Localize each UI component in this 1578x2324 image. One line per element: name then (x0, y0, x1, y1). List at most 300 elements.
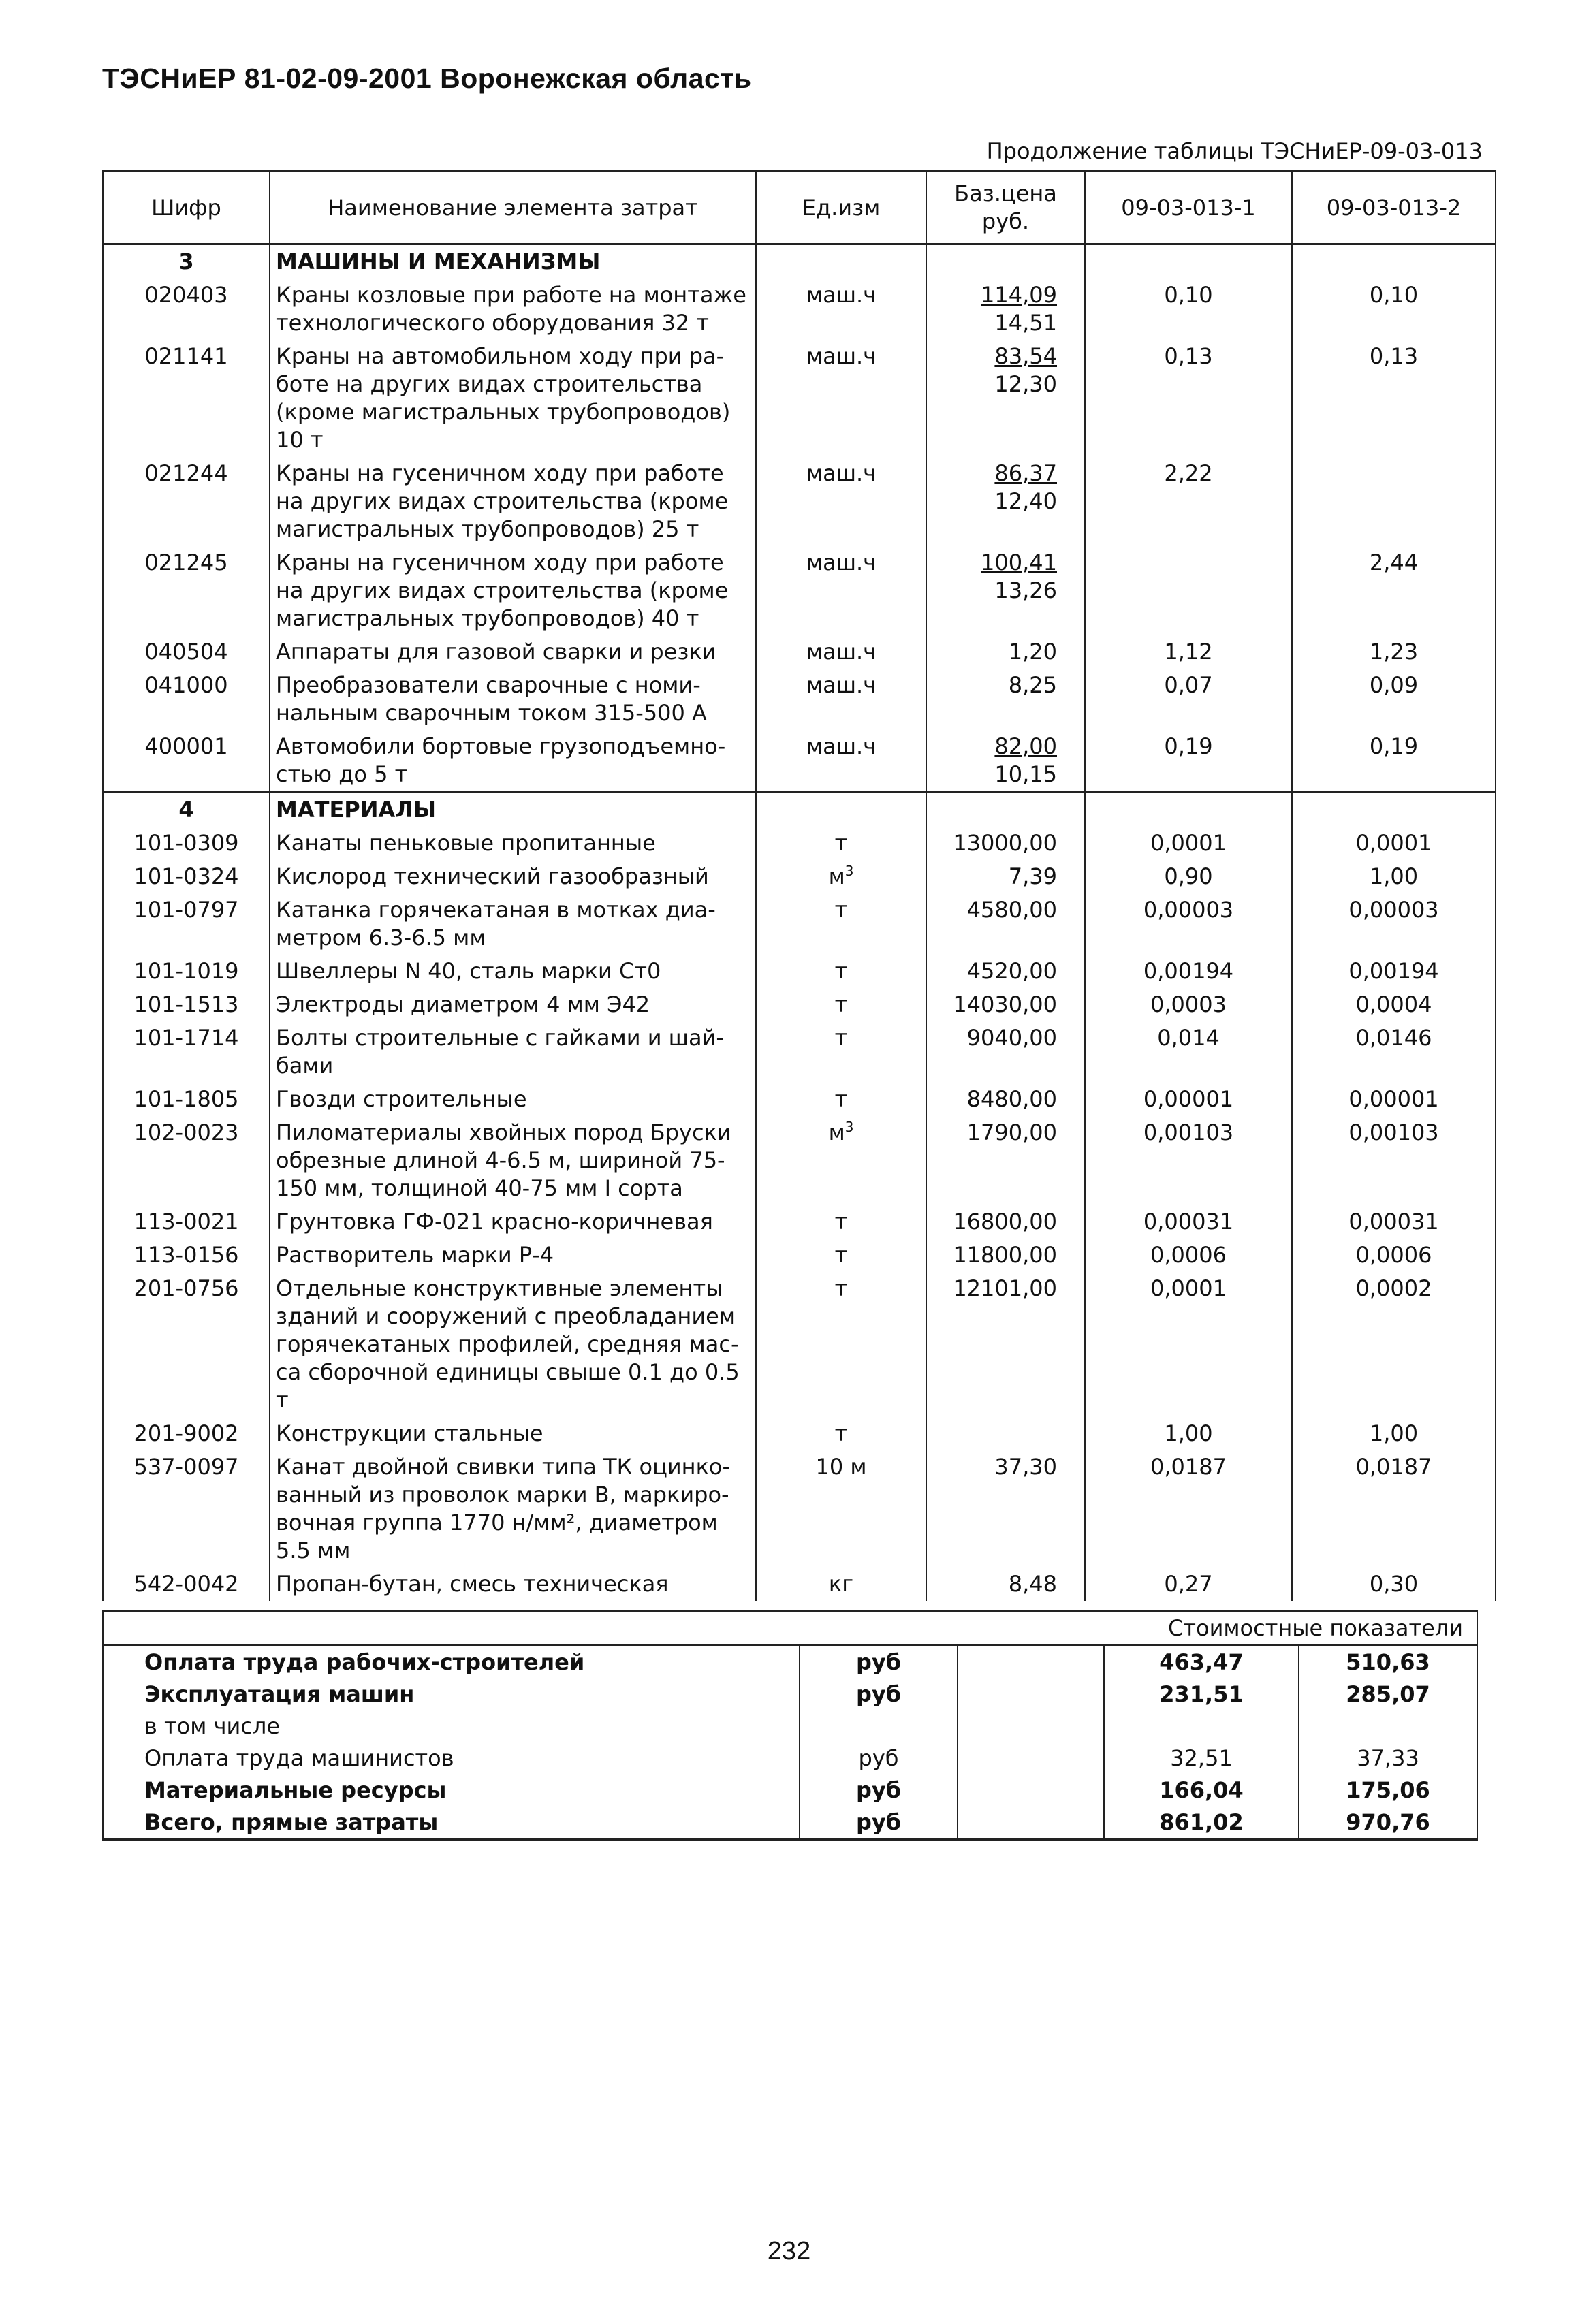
variant-2-value: 0,19 (1292, 730, 1496, 793)
cost-variant-1 (1104, 1710, 1299, 1742)
unit-cell (756, 1021, 926, 1083)
unit-cell (756, 730, 926, 793)
table-row (103, 1450, 1496, 1567)
resource-name-line: Электроды диаметром 4 мм Э42 (276, 991, 650, 1017)
unit-cell (756, 1205, 926, 1239)
unit-value: маш.ч (806, 550, 877, 575)
variant-2-value: 0,00194 (1292, 955, 1496, 988)
section-number: 3 (103, 244, 270, 279)
resource-name-line: на других видах строительства (кроме (276, 488, 729, 514)
unit-cell (756, 860, 926, 893)
cost-unit: руб (800, 1806, 958, 1840)
resource-code: 021245 (103, 546, 270, 635)
unit-value: маш.ч (806, 282, 877, 308)
resource-code: 020403 (103, 278, 270, 340)
cost-row (103, 1678, 1477, 1710)
resource-name-line: т (276, 1387, 289, 1413)
column-header-price-line2: руб. (981, 208, 1030, 234)
variant-1-value: 0,014 (1085, 1021, 1292, 1083)
base-price-cell (926, 340, 1085, 457)
resource-name-line: Гвозди строительные (276, 1086, 527, 1112)
unit-cell (756, 669, 926, 730)
base-price-cell (926, 860, 1085, 893)
base-price: 86,37 (994, 460, 1057, 486)
unit-cell (756, 457, 926, 546)
unit-value: т (834, 1209, 848, 1235)
resource-name-line: нальным сварочным током 315-500 А (276, 700, 707, 726)
base-price-cell (926, 635, 1085, 669)
resource-name (270, 1083, 756, 1116)
variant-2-value: 1,00 (1292, 860, 1496, 893)
section-row (103, 793, 1496, 827)
base-price: 8,48 (1008, 1571, 1057, 1597)
unit-cell (756, 1450, 926, 1567)
unit-value: т (834, 1025, 848, 1051)
column-header-variant-1: 09-03-013-1 (1085, 172, 1292, 244)
variant-2-value: 0,00001 (1292, 1083, 1496, 1116)
resource-code: 041000 (103, 669, 270, 730)
column-header-name: Наименование элемента затрат (270, 172, 756, 244)
resource-name-line: Отдельные конструктивные элементы (276, 1275, 723, 1301)
base-price-cell (926, 278, 1085, 340)
variant-1-value: 0,0187 (1085, 1450, 1292, 1567)
table-row (103, 340, 1496, 457)
base-price: 114,09 (981, 282, 1057, 308)
variant-2-value: 0,0187 (1292, 1450, 1496, 1567)
table-row (103, 1083, 1496, 1116)
document-title: ТЭСНиЕР 81-02-09-2001 Воронежская область (102, 63, 752, 94)
resource-name-line: Конструкции стальные (276, 1420, 543, 1446)
resource-name (270, 955, 756, 988)
base-price: 1790,00 (966, 1119, 1057, 1145)
base-price: 14030,00 (953, 991, 1057, 1017)
section-number: 4 (103, 793, 270, 827)
unit-value: т (834, 830, 848, 856)
table-row (103, 1272, 1496, 1417)
unit-cell (756, 893, 926, 955)
resource-name-line: са сборочной единицы свыше 0.1 до 0.5 (276, 1359, 740, 1385)
unit-cell (756, 1116, 926, 1205)
resource-code: 101-0797 (103, 893, 270, 955)
variant-1-value: 0,90 (1085, 860, 1292, 893)
variant-1-value: 0,27 (1085, 1567, 1292, 1601)
variant-1-value: 0,0001 (1085, 1272, 1292, 1417)
base-price-cell (926, 546, 1085, 635)
variant-2-value: 0,00003 (1292, 893, 1496, 955)
resource-code: 040504 (103, 635, 270, 669)
table-row (103, 827, 1496, 860)
resource-code: 113-0156 (103, 1239, 270, 1272)
variant-2-value: 0,0146 (1292, 1021, 1496, 1083)
resource-name-line: стью до 5 т (276, 761, 408, 787)
resource-code: 021244 (103, 457, 270, 546)
cost-variant-1: 861,02 (1104, 1806, 1299, 1840)
variant-1-value: 0,00001 (1085, 1083, 1292, 1116)
base-price: 100,41 (981, 550, 1057, 575)
table-row (103, 546, 1496, 635)
variant-1-value: 0,00003 (1085, 893, 1292, 955)
section-row (103, 244, 1496, 279)
resource-name-line: Краны на гусеничном ходу при работе (276, 550, 724, 575)
resource-name (270, 1116, 756, 1205)
table-row (103, 860, 1496, 893)
cost-variant-2: 285,07 (1346, 1681, 1430, 1707)
column-header-code: Шифр (103, 172, 270, 244)
operator-wage-price: 12,30 (994, 371, 1057, 397)
unit-value: т (834, 958, 848, 984)
resource-name-line: Швеллеры N 40, сталь марки Ст0 (276, 958, 661, 984)
resource-name-line: Аппараты для газовой сварки и резки (276, 639, 716, 665)
base-price: 1,20 (1008, 639, 1057, 665)
resource-name-line: Канаты пеньковые пропитанные (276, 830, 656, 856)
unit-value: маш.ч (806, 460, 877, 486)
cost-label: Материальные ресурсы (144, 1777, 447, 1803)
operator-wage-price: 10,15 (994, 761, 1057, 787)
resource-name-line: Грунтовка ГФ-021 красно-коричневая (276, 1209, 713, 1235)
resource-table (102, 170, 1496, 1601)
variant-1-value: 1,00 (1085, 1417, 1292, 1450)
resource-name-line: Краны на автомобильном ходу при ра- (276, 343, 725, 369)
base-price: 37,30 (994, 1454, 1057, 1480)
resource-name-line: горячекатаных профилей, средняя мас- (276, 1331, 739, 1357)
resource-name-line: 150 мм, толщиной 40-75 мм I сорта (276, 1175, 683, 1201)
empty-cell (756, 244, 926, 279)
empty-cell (926, 793, 1085, 827)
table-row (103, 893, 1496, 955)
base-price-cell (926, 1417, 1085, 1450)
unit-cell (756, 988, 926, 1021)
unit-cell (756, 1567, 926, 1601)
resource-code: 101-1805 (103, 1083, 270, 1116)
resource-name (270, 546, 756, 635)
resource-code: 101-1513 (103, 988, 270, 1021)
variant-1-value: 0,00194 (1085, 955, 1292, 988)
cost-variant-2: 175,06 (1346, 1777, 1430, 1803)
base-price-cell (926, 1567, 1085, 1601)
resource-name (270, 860, 756, 893)
base-price: 12101,00 (953, 1275, 1057, 1301)
variant-2-value: 0,00103 (1292, 1116, 1496, 1205)
resource-name (270, 457, 756, 546)
table-row (103, 988, 1496, 1021)
cost-variant-2: 37,33 (1357, 1745, 1419, 1771)
empty-cell (1292, 793, 1496, 827)
unit-value: 10 м (815, 1454, 867, 1480)
resource-name (270, 1205, 756, 1239)
base-price-cell (926, 955, 1085, 988)
operator-wage-price: 12,40 (994, 488, 1057, 514)
unit-value: кг (828, 1571, 854, 1597)
resource-name (270, 730, 756, 793)
variant-1-value: 0,0001 (1085, 827, 1292, 860)
unit-superscript: 3 (845, 1119, 854, 1135)
variant-2-value: 0,09 (1292, 669, 1496, 730)
empty-cell (958, 1678, 1104, 1710)
resource-name-line: Канат двойной свивки типа ТК оцинко- (276, 1454, 731, 1480)
resource-name (270, 827, 756, 860)
resource-name-line: метром 6.3-6.5 мм (276, 925, 486, 951)
cost-unit: руб (800, 1678, 958, 1710)
table-row (103, 1239, 1496, 1272)
resource-code: 537-0097 (103, 1450, 270, 1567)
unit-value: т (834, 1086, 848, 1112)
unit-value: маш.ч (806, 639, 877, 665)
resource-code: 102-0023 (103, 1116, 270, 1205)
cost-row (103, 1774, 1477, 1806)
empty-cell (1085, 793, 1292, 827)
empty-cell (958, 1806, 1104, 1840)
resource-name (270, 635, 756, 669)
empty-cell (756, 793, 926, 827)
base-price-cell (926, 1205, 1085, 1239)
resource-name-line: Катанка горячекатаная в мотках диа- (276, 897, 716, 923)
base-price: 4520,00 (966, 958, 1057, 984)
table-row (103, 669, 1496, 730)
resource-name (270, 278, 756, 340)
resource-code: 101-1019 (103, 955, 270, 988)
resource-name-line: зданий и сооружений с преобладанием (276, 1303, 736, 1329)
resource-name-line: Пропан-бутан, смесь техническая (276, 1571, 669, 1597)
variant-2-value: 0,30 (1292, 1567, 1496, 1601)
cost-label: Оплата труда машинистов (144, 1745, 454, 1771)
base-price-cell (926, 457, 1085, 546)
base-price: 4580,00 (966, 897, 1057, 923)
table-row (103, 1116, 1496, 1205)
resource-name (270, 669, 756, 730)
cost-row (103, 1806, 1477, 1840)
cost-variant-2: 510,63 (1346, 1649, 1430, 1675)
variant-1-value: 0,00031 (1085, 1205, 1292, 1239)
resource-name-line: Болты строительные с гайками и шай- (276, 1025, 724, 1051)
base-price-cell (926, 893, 1085, 955)
resource-name-line: Кислород технический газообразный (276, 863, 709, 889)
cost-row (103, 1742, 1477, 1774)
unit-cell (756, 278, 926, 340)
cost-section-title: Стоимостные показатели (103, 1612, 1477, 1646)
unit-value: маш.ч (806, 733, 877, 759)
cost-header-row (103, 1612, 1477, 1646)
base-price: 16800,00 (953, 1209, 1057, 1235)
unit-cell (756, 1272, 926, 1417)
base-price: 7,39 (1008, 863, 1057, 889)
variant-2-value: 0,0001 (1292, 827, 1496, 860)
resource-code: 201-0756 (103, 1272, 270, 1417)
resource-name-line: 10 т (276, 427, 324, 453)
base-price-cell (926, 988, 1085, 1021)
column-header-unit: Ед.изм (756, 172, 926, 244)
table-continuation-note: Продолжение таблицы ТЭСНиЕР-09-03-013 (986, 138, 1483, 164)
operator-wage-price: 13,26 (994, 577, 1057, 603)
table-row (103, 1205, 1496, 1239)
resource-name-line: магистральных трубопроводов) 40 т (276, 605, 699, 631)
cost-unit: руб (800, 1774, 958, 1806)
resource-name-line: боте на других видах строительства (276, 371, 703, 397)
resource-name-line: обрезные длиной 4-6.5 м, шириной 75- (276, 1147, 725, 1173)
cost-label: Эксплуатация машин (144, 1681, 415, 1707)
variant-2-value: 0,13 (1292, 340, 1496, 457)
variant-2-value: 0,10 (1292, 278, 1496, 340)
resource-name (270, 1450, 756, 1567)
unit-value: т (834, 897, 848, 923)
base-price-cell (926, 1021, 1085, 1083)
resource-name-line: Растворитель марки Р-4 (276, 1242, 554, 1268)
resource-code: 101-0324 (103, 860, 270, 893)
resource-name-line: 5.5 мм (276, 1538, 351, 1563)
empty-cell (958, 1710, 1104, 1742)
resource-name-line: Автомобили бортовые грузоподъемно- (276, 733, 726, 759)
table-row (103, 278, 1496, 340)
variant-1-value: 0,0003 (1085, 988, 1292, 1021)
resource-code: 400001 (103, 730, 270, 793)
variant-1-value: 0,07 (1085, 669, 1292, 730)
resource-code: 201-9002 (103, 1417, 270, 1450)
resource-name (270, 1272, 756, 1417)
variant-1-value: 1,12 (1085, 635, 1292, 669)
unit-cell (756, 1417, 926, 1450)
resource-name-line: бами (276, 1053, 334, 1079)
resource-code: 542-0042 (103, 1567, 270, 1601)
empty-cell (958, 1742, 1104, 1774)
variant-1-value (1085, 546, 1292, 635)
unit-value: маш.ч (806, 672, 877, 698)
base-price-cell (926, 1083, 1085, 1116)
variant-2-value: 1,23 (1292, 635, 1496, 669)
column-header-variant-2: 09-03-013-2 (1292, 172, 1496, 244)
unit-value: т (834, 1242, 848, 1268)
table-row (103, 457, 1496, 546)
base-price: 11800,00 (953, 1242, 1057, 1268)
cost-unit: руб (800, 1742, 958, 1774)
variant-1-value: 2,22 (1085, 457, 1292, 546)
cost-variant-1: 32,51 (1104, 1742, 1299, 1774)
unit-cell (756, 827, 926, 860)
base-price: 83,54 (994, 343, 1057, 369)
resource-name-line: магистральных трубопроводов) 25 т (276, 516, 699, 542)
cost-unit: руб (800, 1646, 958, 1679)
resource-code: 113-0021 (103, 1205, 270, 1239)
unit-value: маш.ч (806, 343, 877, 369)
resource-name-line: технологического оборудования 32 т (276, 310, 710, 336)
operator-wage-price: 14,51 (994, 310, 1057, 336)
resource-code: 101-0309 (103, 827, 270, 860)
resource-name (270, 1417, 756, 1450)
base-price: 8,25 (1008, 672, 1057, 698)
cost-label: Всего, прямые затраты (103, 1806, 800, 1840)
resource-name (270, 340, 756, 457)
base-price-cell (926, 827, 1085, 860)
resource-name-line: Краны козловые при работе на монтаже (276, 282, 746, 308)
variant-2-value: 1,00 (1292, 1417, 1496, 1450)
unit-cell (756, 340, 926, 457)
unit-value: м (828, 863, 845, 889)
column-header-price-line1: Баз.цена (954, 180, 1057, 206)
cost-variant-2 (1299, 1710, 1477, 1742)
unit-value: т (834, 1275, 848, 1301)
unit-value: т (834, 1420, 848, 1446)
resource-name (270, 988, 756, 1021)
resource-code: 101-1714 (103, 1021, 270, 1083)
resource-name (270, 1567, 756, 1601)
resource-name-line: Краны на гусеничном ходу при работе (276, 460, 724, 486)
variant-1-value: 0,00103 (1085, 1116, 1292, 1205)
variant-2-value: 2,44 (1292, 546, 1496, 635)
variant-1-value: 0,10 (1085, 278, 1292, 340)
empty-cell (1085, 244, 1292, 279)
base-price-cell (926, 1239, 1085, 1272)
unit-cell (756, 955, 926, 988)
resource-name-line: Пиломатериалы хвойных пород Бруски (276, 1119, 731, 1145)
cost-summary-body (103, 1612, 1477, 1840)
unit-value: м (828, 1119, 845, 1145)
variant-1-value: 0,19 (1085, 730, 1292, 793)
cost-label: в том числе (144, 1713, 280, 1739)
page-number: 232 (767, 2237, 811, 2265)
section-title: МАТЕРИАЛЫ (270, 793, 756, 827)
base-price: 9040,00 (966, 1025, 1057, 1051)
unit-value: т (834, 991, 848, 1017)
cost-row (103, 1710, 1477, 1742)
table-row (103, 1417, 1496, 1450)
variant-2-value (1292, 457, 1496, 546)
base-price: 13000,00 (953, 830, 1057, 856)
table-row (103, 1021, 1496, 1083)
unit-cell (756, 546, 926, 635)
cost-variant-1: 463,47 (1104, 1646, 1299, 1679)
cost-label: Оплата труда рабочих-строителей (144, 1649, 585, 1675)
cost-variant-1: 231,51 (1104, 1678, 1299, 1710)
base-price: 82,00 (994, 733, 1057, 759)
cost-variant-1: 166,04 (1104, 1774, 1299, 1806)
empty-cell (958, 1774, 1104, 1806)
resource-name (270, 1021, 756, 1083)
resource-code: 021141 (103, 340, 270, 457)
table-row (103, 635, 1496, 669)
variant-1-value: 0,0006 (1085, 1239, 1292, 1272)
cost-variant-2: 970,76 (1299, 1806, 1477, 1840)
unit-cell (756, 635, 926, 669)
variant-2-value: 0,00031 (1292, 1205, 1496, 1239)
empty-cell (1292, 244, 1496, 279)
resource-name-line: Преобразователи сварочные с номи- (276, 672, 701, 698)
table-row (103, 730, 1496, 793)
cost-unit (800, 1710, 958, 1742)
empty-cell (926, 244, 1085, 279)
base-price-cell (926, 1450, 1085, 1567)
variant-2-value: 0,0004 (1292, 988, 1496, 1021)
unit-cell (756, 1239, 926, 1272)
base-price-cell (926, 730, 1085, 793)
resource-name (270, 1239, 756, 1272)
column-header-price (926, 172, 1085, 244)
variant-2-value: 0,0002 (1292, 1272, 1496, 1417)
resource-name (270, 893, 756, 955)
resource-name-line: (кроме магистральных трубопроводов) (276, 399, 731, 425)
resource-name-line: вочная группа 1770 н/мм², диаметром (276, 1510, 718, 1535)
base-price-cell (926, 669, 1085, 730)
variant-1-value: 0,13 (1085, 340, 1292, 457)
unit-cell (756, 1083, 926, 1116)
variant-2-value: 0,0006 (1292, 1239, 1496, 1272)
base-price: 8480,00 (966, 1086, 1057, 1112)
empty-cell (958, 1646, 1104, 1679)
resource-name-line: на других видах строительства (кроме (276, 577, 729, 603)
resource-name-line: ванный из проволок марки В, маркиро- (276, 1482, 729, 1508)
cost-row (103, 1646, 1477, 1679)
table-body (103, 244, 1496, 1602)
base-price-cell (926, 1116, 1085, 1205)
base-price-cell (926, 1272, 1085, 1417)
table-row (103, 1567, 1496, 1601)
